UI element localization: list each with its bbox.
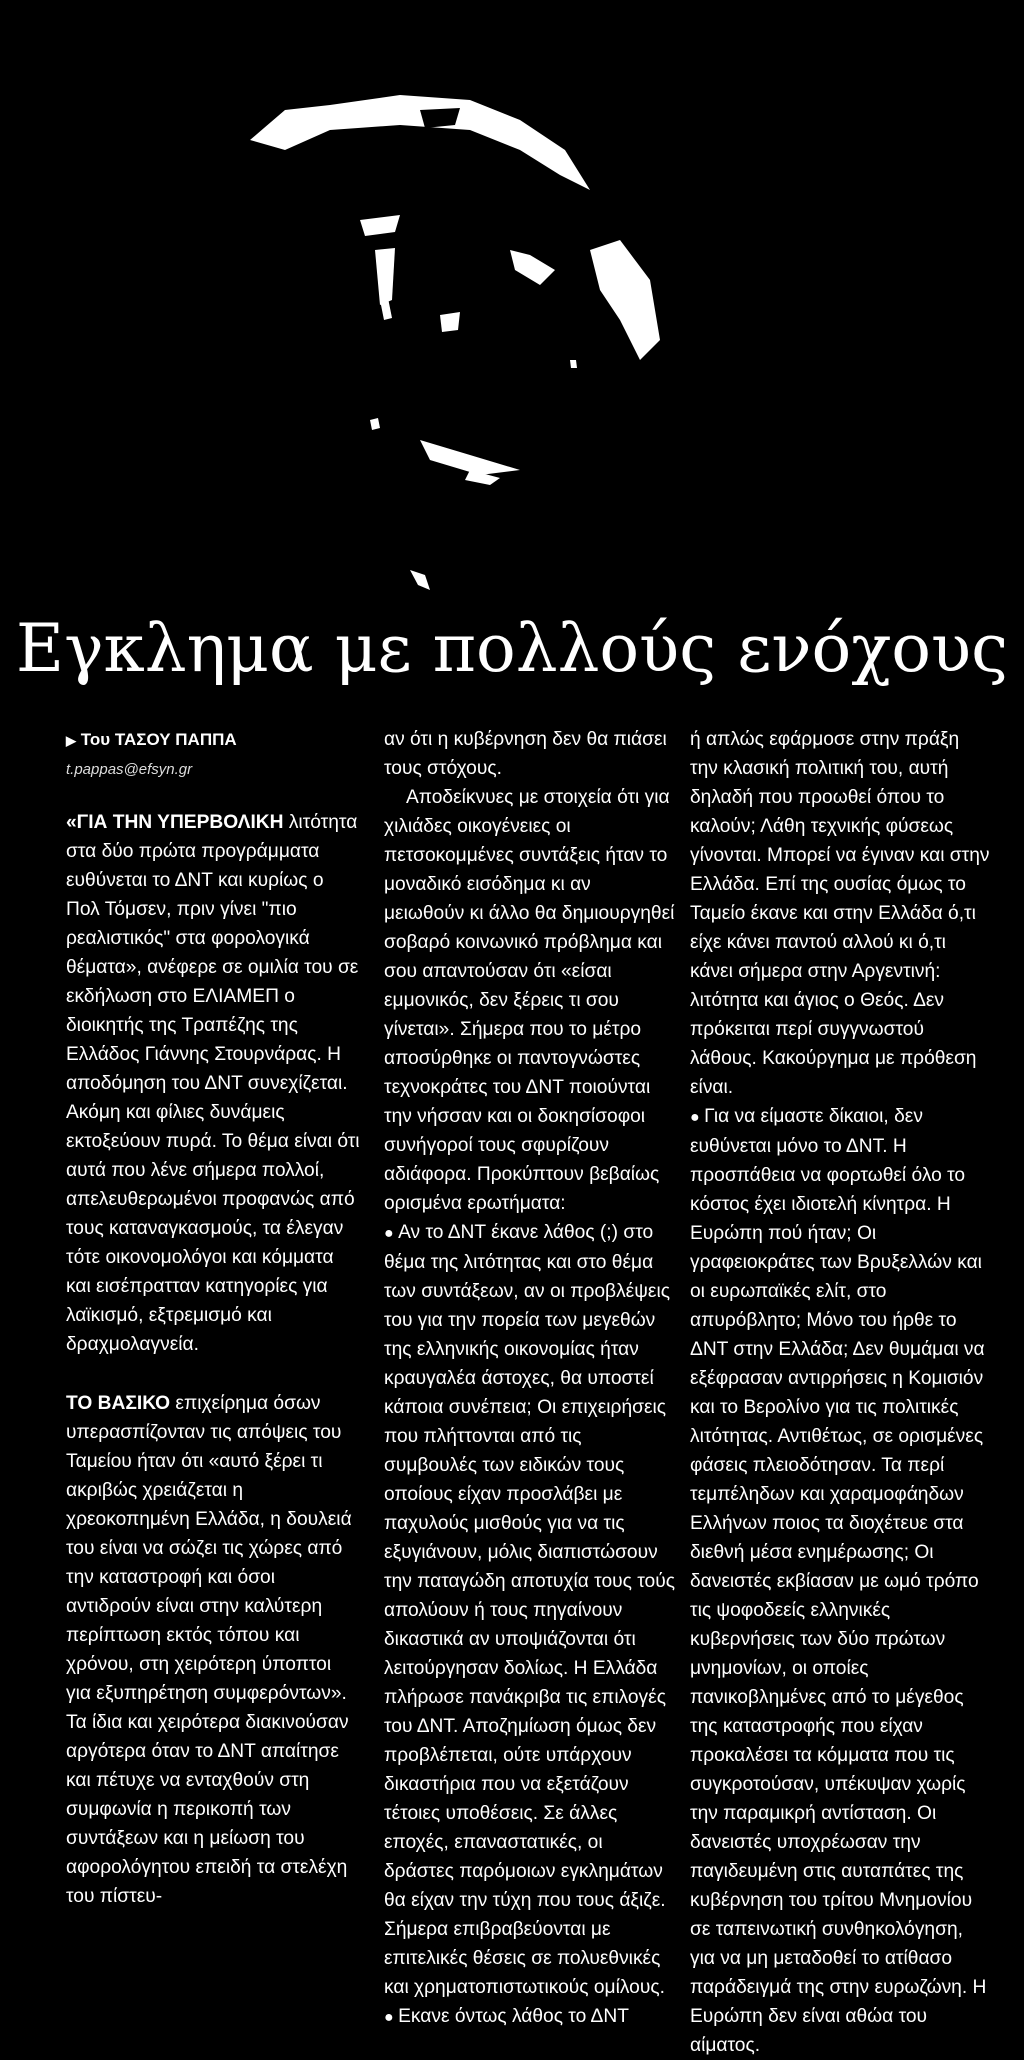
author-email: t.pappas@efsyn.gr <box>66 761 193 778</box>
bullet-icon <box>384 2006 398 2027</box>
byline-prefix: Του <box>80 730 115 749</box>
byline-author: ΤΑΣΟΥ ΠΑΠΠΑ <box>114 730 237 749</box>
bullet-paragraph <box>384 1218 676 2002</box>
bullet-icon <box>690 1106 704 1127</box>
paragraph: ή απλώς εφάρμοσε στην πράξη την κλασική πολιτική του, αυτή δηλαδή που προωθεί όπου το καλούν; Λάθη τεχνικής φύσεως γίνονται. Μπορεί να έγιναν και στην Ελλάδα. Επί της ουσίας όμως το Ταμείο έκανε και στην Ελλάδα ό,τι είχε κάνει παντού αλλού κι ό,τι κάνει σήμερα στην Αργεντινή: λιτότητα και άγιος ο Θεός. Δεν πρόκειται περί συγγνωστού λάθους. Κακούργημα με πρόθεση είναι. <box>690 729 990 1098</box>
bullet-text: Αν το ΔΝΤ έκανε λάθος (;) στο θέμα της λιτότητας και στο θέμα των συντάξεων, αν οι προβλέψεις του για την πορεία των μεγεθών της ελληνικής οικονομίας ήταν κραυγαλέα άστοχες, θα υποστεί κάποια συνέπεια; Οι επιχειρήσεις που πλήττονται από τις συμβουλές των ειδικών τους οποίους είχαν προσλάβει με παχυλούς μισθούς για να τις εξυγιάνουν, μόλις διαπιστώσουν την παταγώδη αποτυχία τους τούς απολύουν ή τους πηγαίνουν δικαστικά αν υποψιάζονται ότι λειτούργησαν δολίως. Η Ελλάδα πλήρωσε πανάκριβα τις επιλογές του ΔΝΤ. Αποζημίωση όμως δεν προβλέπεται, ούτε υπάρχουν δικαστήρια που να εξετάζουν τέτοιες υποθέσεις. Σε άλλες εποχές, επαναστατικές, οι δράστες παρόμοιων εγκλημάτων θα είχαν την τύχη που τους άξιζε. Σήμερα επιβραβεύονται με επιτελικές θέσεις σε πολυεθνικές και χρηματοπιστωτικούς ομίλους. <box>384 1222 675 1998</box>
byline <box>66 725 361 755</box>
article-column-3 <box>690 725 990 2060</box>
paragraph <box>66 808 361 1359</box>
article-column-1 <box>66 725 361 1911</box>
paragraph: αν ότι η κυβέρνηση δεν θα πιάσει τους στόχους. <box>384 729 667 779</box>
byline-arrow-icon: ▶ <box>66 733 76 748</box>
bullet-icon <box>384 1222 398 1243</box>
paragraph: Αποδείκνυες με στοιχεία ότι για χιλιάδες οικογένειες οι πετσοκομμένες συντάξεις ήταν το μοναδικό εισόδημα κι αν μειωθούν κι άλλο θα δημιουργηθεί σοβαρό κοινωνικό πρόβλημα και σου απαντούσαν ότι «είσαι εμμονικός, δεν ξέρεις τι σου γίνεται». Σήμερα που το μέτρο αποσύρθηκε οι παντογνώστες τεχνοκράτες του ΔΝΤ ποιούνται την νήσσαν και οι δοκησίσοφοι συνήγοροί τους σφυρίζουν αδιάφορα. Προκύπτουν βεβαίως ορισμένα ερωτήματα: <box>384 787 675 1214</box>
paragraph-lead: ΤΟ ΒΑΣΙΚΟ <box>66 1393 171 1414</box>
bullet-text: Εκανε όντως λάθος το ΔΝΤ <box>398 2006 629 2027</box>
portrait-photo <box>0 0 1024 600</box>
bullet-text: Για να είμαστε δίκαιοι, δεν ευθύνεται μόνο το ΔΝΤ. Η προσπάθεια να φορτωθεί όλο το κόστος έχει ιδιοτελή κίνητρα. Η Ευρώπη πού ήταν; Οι γραφειοκράτες των Βρυξελλών και οι ευρωπαϊκές ελίτ, στο απυρόβλητο; Μόνο του ήρθε το ΔΝΤ στην Ελλάδα; Δεν θυμάμαι να εξέφρασαν αντιρρήσεις η Κομισιόν και το Βερολίνο για τις πολιτικές λιτότητας. Αντιθέτως, σε ορισμένες φάσεις πλειοδότησαν. Τα περί τεμπέληδων και χαραμοφάηδων Ελλήνων ποιος τα διοχέτευε στα διεθνή μέσα ενημέρωσης; Οι δανειστές εκβίασαν με ωμό τρόπο τις ψοφοδεείς ελληνικές κυβερνήσεις των δύο πρώτων μνημονίων, οι οποίες πανικοβλημένες από το μέγεθος της καταστροφής που είχαν προκαλέσει τα κόμματα που τις συγκροτούσαν, υπέκυψαν χωρίς την παραμικρή αντίσταση. Οι δανειστές υποχρέωσαν την παγιδευμένη στις αυταπάτες της κυβέρνηση του τρίτου Μνημονίου σε ταπεινωτική συνθηκολόγηση, για να μη μεταδοθεί το ατίθασο παράδειγμά της στην ευρωζώνη. Η Ευρώπη δεν είναι αθώα του αίματος. <box>690 1106 987 2056</box>
article-headline: Εγκλημα με πολλούς ενόχους <box>15 610 1009 687</box>
paragraph-text: επιχείρημα όσων υπερασπίζονταν τις απόψεις του Ταμείου ήταν ότι «αυτό ξέρει τι ακριβώς χρειάζεται η χρεοκοπημένη Ελλάδα, η δουλειά του είναι να σώζει τις χώρες από την καταστροφή και όσοι αντιδρούν είναι στην καλύτερη περίπτωση εκτός τόπου και χρόνου, στη χειρότερη ύποπτοι για εξυπηρέτηση συμφερόντων». Τα ίδια και χειρότερα διακινούσαν αργότερα όταν το ΔΝΤ απαίτησε και πέτυχε να ενταχθούν στη συμφωνία η περικοπή των συντάξεων και η μείωση του αφορολόγητου επειδή τα στελέχη του πίστευ- <box>66 1393 352 1907</box>
paragraph-text: λιτότητα στα δύο πρώτα προγράμματα ευθύνεται το ΔΝΤ και κυρίως ο Πολ Τόμσεν, πριν γίνει "πιο ρεαλιστικός" στα φορολογικά θέματα», ανέφερε σε ομιλία του σε εκδήλωση στο ΕΛΙΑΜΕΠ ο διοικητής της Τραπέζης της Ελλάδος Γιάννης Στουρνάρας. Η αποδόμηση του ΔΝΤ συνεχίζεται. Ακόμη και φίλιες δυνάμεις εκτοξεύουν πυρά. Το θέμα είναι ότι αυτά που λένε σήμερα πολλοί, απελευθερωμένοι προφανώς από τους καταναγκασμούς, τα έλεγαν τότε οικονομολόγοι και κόμματα και εισέπρατταν κατηγορίες για λαϊκισμό, εξτρεμισμό και δραχμολαγνεία. <box>66 812 360 1355</box>
paragraph-lead: «ΓΙΑ ΤΗΝ ΥΠΕΡΒΟΛΙΚΗ <box>66 812 284 833</box>
article-column-2 <box>384 725 676 2032</box>
bullet-paragraph <box>690 1102 990 2060</box>
paragraph <box>66 1389 361 1911</box>
bullet-paragraph <box>384 2002 676 2032</box>
